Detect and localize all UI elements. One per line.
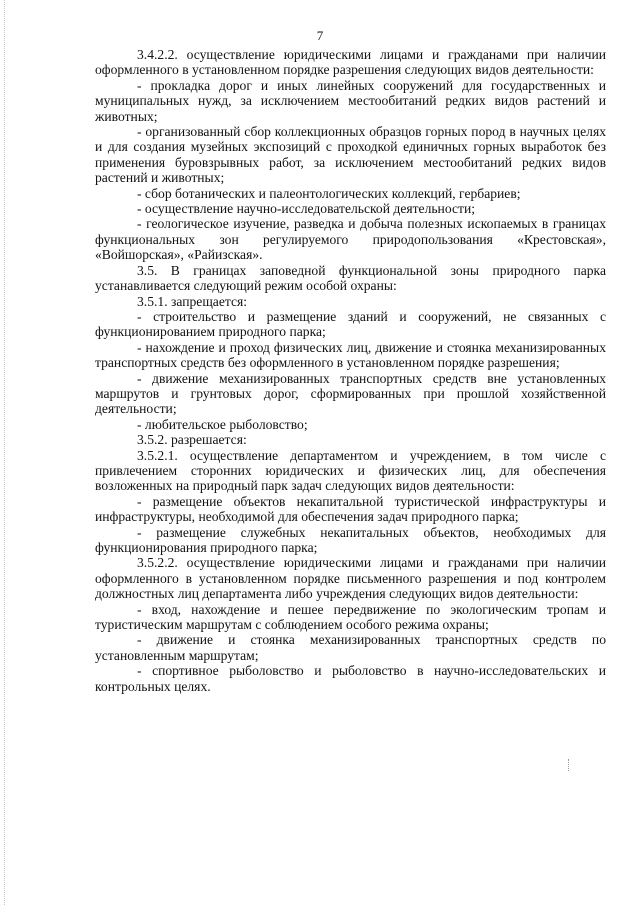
document-body	[95, 47, 606, 694]
paragraph: 3.5.1. запрещается:	[137, 293, 248, 309]
paragraph: - прокладка дорог и иных линейных сооружений для государственных и муниципальных нужд, за исключением местообитаний редких видов растений и животных;	[95, 77, 606, 124]
paragraph: - любительское рыболовство;	[137, 416, 308, 432]
paragraph: - размещение объектов некапитальной туристической инфраструктуры и инфраструктуры, необходимой для обеспечения задач природного парка;	[95, 493, 606, 525]
paragraph: - нахождение и проход физических лиц, движение и стоянка механизированных транспортных средств без оформленного в установленном порядке разрешения;	[95, 339, 606, 371]
paragraph: - осуществление научно-исследовательской деятельности;	[137, 201, 475, 217]
paragraph: 3.5. В границах заповедной функциональной зоны природного парка устанавливается следующий режим особой охраны:	[95, 262, 606, 294]
paragraph: - вход, нахождение и пешее передвижение по экологическим тропам и туристическим маршрутам с соблюдением особого режима охраны;	[95, 601, 606, 633]
paragraph: - размещение служебных некапитальных объектов, необходимых для функционирования природного парка;	[95, 524, 606, 555]
scan-margin-mark	[4, 0, 6, 905]
paragraph: - движение и стоянка механизированных транспортных средств по установленным маршрутам;	[95, 632, 606, 663]
scan-artifact-mark	[568, 759, 571, 771]
paragraph: - организованный сбор коллекционных образцов горных пород в научных целях и для создания музейных экспозиций с проходкой единичных горных выработок без применения буровзрывных работ, за исключением местообитаний редких видов растений и животных;	[95, 124, 606, 186]
paragraph: - строительство и размещение зданий и сооружений, не связанных с функционированием природного парка;	[95, 308, 606, 340]
paragraph: - сбор ботанических и палеонтологических коллекций, гербариев;	[137, 185, 521, 201]
paragraph: 3.5.2. разрешается:	[137, 432, 247, 448]
paragraph: 3.4.2.2. осуществление юридическими лицами и гражданами при наличии оформленного в установленном порядке разрешения следующих видов деятельности:	[95, 47, 606, 78]
paragraph: - спортивное рыболовство и рыболовство в научно-исследовательских и контрольных целях.	[95, 663, 606, 694]
paragraph: 3.5.2.2. осуществление юридическими лицами и гражданами при наличии оформленного в установленном порядке письменного разрешения и под контролем должностных лиц департамента либо учреждения следующих видов деятельности:	[95, 555, 606, 602]
paragraph: - движение механизированных транспортных средств вне установленных маршрутов и грунтовых дорог, сформированных при прошлой хозяйственной деятельности;	[95, 370, 606, 417]
page-number: 7	[316, 28, 324, 43]
paragraph: 3.5.2.1. осуществление департаментом и учреждением, в том числе с привлечением сторонних юридических и физических лиц, для обеспечения возложенных на природный парк задач следующих видов деятельности:	[95, 447, 606, 494]
paragraph: - геологическое изучение, разведка и добыча полезных ископаемых в границах функциональных зон регулируемого природопользования «Крестовская», «Войшорская», «Райизская».	[95, 216, 606, 263]
